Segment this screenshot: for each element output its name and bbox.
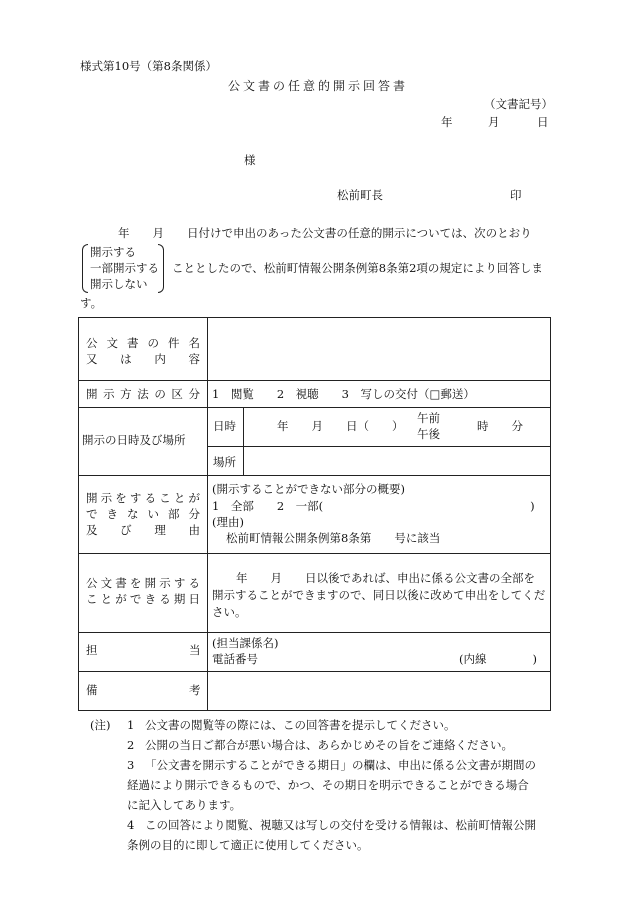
datetime-value: 年 月 日（ ） [277,419,404,433]
label-datetime: 日時 [213,419,236,433]
label-disclosable-date-b: ことができる期日 [86,592,200,606]
label-non-disclosable-c: 及び理由 [86,523,200,537]
table-row-divider [78,632,551,633]
options-right-brace [158,244,164,293]
label-place: 場所 [213,455,236,469]
note-text: この回答により閲覧、視聴又は写しの交付を受ける情報は、松前町情報公開 [145,818,536,832]
table-row-divider [78,671,551,672]
note-text: 公開の当日ご都合が悪い場合は、あらかじめその旨をご連絡ください。 [145,738,513,752]
phone-number-label: 電話番号 [212,652,258,666]
note-number: 1 [127,718,135,732]
issuer-name: 松前町長 [337,188,383,202]
document-title: 公文書の任意的開示回答書 [228,79,409,93]
label-remarks-a: 備 [86,683,98,697]
intro-line-2: こととしたので、松前町情報公開条例第8条第2項の規定により回答しま [172,261,543,275]
recipient-suffix: 様 [244,153,256,167]
note-text: 「公文書を開示することができる期日」の欄は、申出に係る公文書が期間の [145,758,536,772]
disclosable-date-text: 年 月 日以後であれば、申出に係る公文書の全部を開示することができますので、同日以後に改めて申出をしてください。 [212,571,546,619]
label-or-content: 又は内容 [86,352,200,366]
note-text: に記入してあります。 [127,798,242,812]
label-non-disclosable-a: 開示をすることが [86,491,200,505]
label-staff-a: 担 [86,643,98,657]
notes-heading: (注) [90,718,111,732]
document-symbol: （文書記号） [484,97,553,111]
intro-line-1: 年 月 日付けで申出のあった公文書の任意的開示については、次のとおり [118,226,532,240]
table-row-divider [78,407,551,408]
time-value: 時 分 [477,419,523,433]
pm-label: 午後 [417,427,440,441]
extension-label: (内線 ) [459,652,537,666]
date-month: 月 [488,115,500,129]
am-label: 午前 [417,411,440,425]
label-disclosure-datetime-place: 開示の日時及び場所 [82,433,186,447]
option-disclose: 開示する [90,245,136,259]
datetime-label-divider [243,407,244,475]
table-row-divider [78,475,551,476]
reason-clause: 松前町情報公開条例第8条第 号に該当 [226,531,441,545]
note-text: 条例の目的に即して適正に使用してください。 [127,838,369,852]
non-disclosure-summary-label: (開示することができない部分の概要) [212,482,405,496]
table-row-divider [78,380,551,381]
option-no-disclose: 開示しない [90,277,148,291]
label-non-disclosable-b: できない部分 [86,507,200,521]
date-year: 年 [441,115,453,129]
label-document-name: 公文書の件名 [86,336,200,350]
form-number: 様式第10号（第8条関係） [80,59,217,73]
options-left-brace [82,244,88,293]
disclosure-method-options: 1 閲覧 2 視聴 3 写しの交付（□郵送） [212,387,475,401]
note-number: 3 [127,758,135,772]
label-remarks-b: 考 [189,683,201,697]
table-column-divider [207,317,208,711]
reason-label: (理由) [212,515,244,529]
note-text: 公文書の閲覧等の際には、この回答書を提示してください。 [145,718,456,732]
note-text: 経過により開示できるもので、かつ、その期日を明示できることができる場合 [127,778,529,792]
non-disclosure-scope: 1 全部 2 一部( ) [212,499,535,513]
note-number: 4 [127,818,135,832]
date-day: 日 [537,115,549,129]
option-partial-disclose: 一部開示する [90,261,159,275]
label-staff-b: 当 [189,643,201,657]
seal-mark: 印 [510,188,522,202]
intro-line-3: す。 [80,296,103,310]
label-disclosable-date-a: 公文書を開示する [86,576,200,590]
table-row-divider [78,553,551,554]
label-disclosure-method: 開示方法の区分 [86,387,200,401]
note-number: 2 [127,738,135,752]
staff-section-label: (担当課係名) [212,636,279,650]
table-row-divider [207,446,551,447]
